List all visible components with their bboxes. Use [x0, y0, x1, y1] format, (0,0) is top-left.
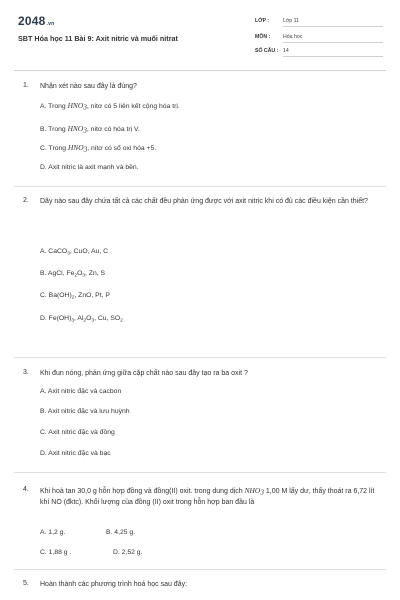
meta-subject: MÔN : Hóa học: [255, 31, 383, 44]
option-b[interactable]: B. 4,25 g.: [106, 529, 136, 536]
option-a[interactable]: A. CaCO$_3$, CuO, Au, C: [40, 248, 109, 257]
site-logo[interactable]: 2048.vn: [18, 14, 55, 28]
meta-question-count: SỐ CÂU : 14: [255, 45, 383, 58]
question-text: Hoàn thành các phương trình hoá học sau đây:: [40, 581, 188, 588]
question-separator: [14, 472, 386, 473]
option-a[interactable]: A. 1,2 g.: [40, 529, 66, 536]
question-separator: [14, 186, 386, 187]
question-number: 3.: [23, 369, 29, 376]
question-text: Khi hoà tan 30,0 g hỗn hợp đồng và đồng(II) oxit. trong dung dịch $NHO_3$ 1,00 M lấy dư, thấy thoát ra 6,72 lít khí NO (đktc). Khối lượng của đồng (II) oxit trong hỗn hợp ban đầu là: [40, 486, 375, 506]
option-c[interactable]: C. Axit nitric đặc và đồng: [40, 429, 115, 436]
option-a[interactable]: A. Trong $HNO_3$, nitơ có 5 liên kết cộng hóa trị.: [40, 101, 180, 112]
question-text: Nhận xét nào sau đây là đúng?: [40, 83, 137, 90]
question-text: Khi đun nóng, phản ứng giữa cặp chất nào sau đây tạo ra ba oxit ?: [40, 370, 248, 377]
question-number: 4.: [23, 486, 29, 493]
meta-class: LỚP : Lớp 11: [255, 15, 383, 28]
option-c[interactable]: C. $Ba(OH)_2$, ZnO, Pt, P: [40, 292, 110, 301]
header-divider: [14, 70, 386, 71]
option-d[interactable]: D. Axit nitric đặc và bạc: [40, 450, 111, 457]
option-c[interactable]: C. Trong $HNO_3$, nitơ có số oxi hóa +5.: [40, 143, 157, 154]
option-a[interactable]: A. Axit nitric đặc và cacbon: [40, 388, 122, 395]
option-b[interactable]: B. Axit nitric đặc và lưu huỳnh: [40, 408, 130, 415]
question-text: Dãy nào sau đây chứa tất cả các chất đều phản ứng được với axit nitric khi có đủ các điều kiện cần thiết?: [40, 198, 368, 205]
question-separator: [14, 357, 386, 358]
option-b[interactable]: B. AgCl, $Fe_2O_3$, Zn, S: [40, 270, 106, 279]
option-d[interactable]: D. 2,52 g.: [113, 549, 143, 556]
option-c[interactable]: C. 1,88 g .: [40, 549, 72, 556]
option-b[interactable]: B. Trong $HNO_3$, nitơ có hóa trị V.: [40, 124, 140, 135]
question-separator: [14, 569, 386, 570]
page-header: [0, 0, 400, 72]
option-d[interactable]: D. $Fe(OH)_3$, $Al_2O_3$, Cu, $SO_2$: [40, 315, 123, 324]
question-number: 5.: [23, 580, 29, 587]
question-number: 2.: [23, 197, 29, 204]
question-number: 1.: [23, 82, 29, 89]
option-d[interactable]: D. Axit nitric là axit mạnh và bền.: [40, 164, 139, 171]
document-title: SBT Hóa học 11 Bài 9: Axit nitric và muối nitrat: [18, 34, 178, 43]
